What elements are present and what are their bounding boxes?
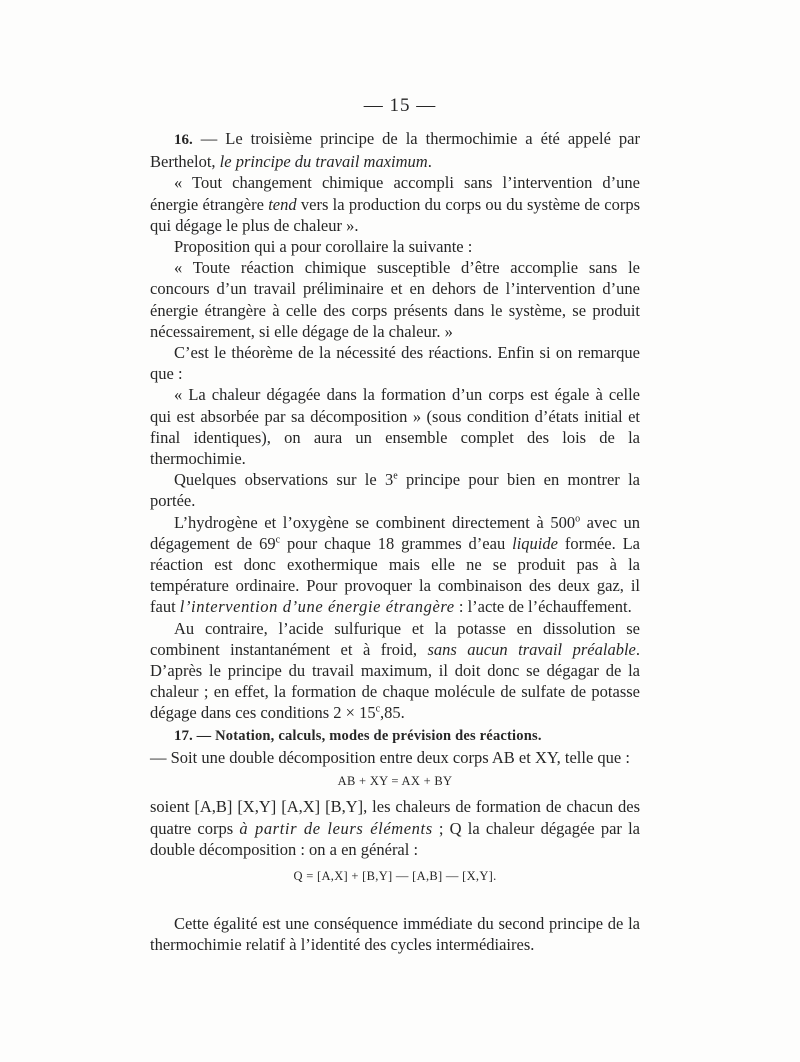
observations-text-b: principe pour bien en montrer la portée.	[150, 470, 640, 511]
section-number-17: 17.	[174, 727, 193, 744]
section-17-heading: — Notation, calculs, modes de prévision des réactions.	[192, 727, 542, 744]
sulfuric-text-c: . D’après le principe du travail maximum, il doit donc se dégagar de la chaleur ; en effet, la formation de chaque molécule de sulfate de potasse dégage dans ces conditions 2 × 15	[150, 639, 640, 723]
paragraph-sulfuric-acid	[150, 618, 640, 724]
formula-double-decomposition: AB + XY = AX + BY	[337, 774, 453, 789]
quote-principle-text-a: « Tout changement chimique accompli sans l’intervention d’une énergie étrangère	[150, 173, 640, 214]
section-16-emphasis: le principe du travail maximum	[219, 152, 428, 172]
formation-emphasis: à partir de leurs éléments	[239, 818, 433, 838]
formation-text-c: ; Q la chaleur dégagée par la double décomposition : on a en général :	[150, 818, 640, 859]
sulfuric-sup: c	[375, 703, 381, 715]
hydrogen-emphasis-intervention: l’intervention d’une énergie étrangère	[179, 597, 455, 617]
formation-text-a: soient [A,B] [X,Y] [A,X] [B,Y], les chaleurs de formation de chacun des quatre corps	[150, 797, 640, 838]
hydrogen-emphasis-liquide: liquide	[512, 533, 558, 553]
hydrogen-text-b: avec un dégagement de 69	[150, 512, 640, 553]
paragraph-conclusion: Cette égalité est une conséquence immédiate du second principe de la thermochimie relatif à l’identité des cycles intermédiaires.	[150, 914, 640, 955]
hydrogen-text-a: L’hydrogène et l’oxygène se combinent directement à 500	[174, 512, 576, 532]
hydrogen-sup-degree: o	[575, 513, 581, 525]
paragraph-heat-law: « La chaleur dégagée dans la formation d’un corps est égale à celle qui est absorbée par sa décomposition » (sous condition d’états initial et final identiques), on aura un ensemble complet des lois de la thermochimie.	[150, 385, 640, 469]
spacer	[150, 891, 640, 913]
hydrogen-text-g: : l’acte de l’échauffement.	[454, 597, 632, 617]
section-number-16: 16.	[174, 132, 193, 148]
paragraph-corollary-intro: Proposition qui a pour corollaire la suivante :	[174, 237, 473, 257]
paragraph-section-16	[150, 128, 640, 172]
paragraph-observations	[150, 469, 640, 511]
section-16-text: — Le troisième principe de la thermochimie a été appelé par Berthelot,	[150, 129, 640, 172]
hydrogen-sup-calorie: c	[275, 534, 281, 546]
observations-text-a: Quelques observations sur le 3	[174, 470, 394, 490]
sulfuric-text-d: ,85.	[380, 703, 405, 723]
hydrogen-text-e: formée. La réaction est donc exothermique mais elle ne se produit pas à la température ordinaire. Pour provoquer la combinaison des deux gaz, il faut	[150, 533, 641, 617]
sulfuric-emphasis: sans aucun travail préalable	[427, 639, 636, 659]
paragraph-section-17	[150, 724, 640, 747]
quote-principle-emphasis: tend	[268, 194, 297, 214]
section-16-end: .	[427, 152, 432, 172]
text-body	[150, 128, 640, 956]
observations-sup: e	[393, 470, 398, 482]
section-17-text: — Soit une double décomposition entre deux corps AB et XY, telle que :	[150, 747, 630, 767]
paragraph-formation-heats	[150, 796, 640, 860]
paragraph-hydrogen-oxygen	[150, 512, 640, 618]
quote-principle-text-c: vers la production du corps ou du système de corps qui dégage le plus de chaleur ».	[150, 194, 641, 235]
paragraph-section-17-body	[150, 747, 640, 768]
paragraph-quote-principle	[150, 172, 640, 236]
formula-heat-q: Q = [A,X] + [B,Y] — [A,B] — [X,Y].	[293, 868, 497, 883]
hydrogen-text-c: pour chaque 18 grammes d’eau	[280, 533, 513, 553]
page-number: — 15 —	[363, 95, 437, 116]
paragraph-theorem: C’est le théorème de la nécessité des réactions. Enfin si on remarque que :	[150, 343, 640, 384]
sulfuric-text-a: Au contraire, l’acide sulfurique et la potasse en dissolution se combinent instantanément et à froid,	[150, 618, 640, 659]
paragraph-corollary-quote: « Toute réaction chimique susceptible d’être accomplie sans le concours d’un travail préliminaire et en dehors de l’intervention d’une énergie étrangère à celle des corps présents dans le système, se produit nécessairement, si elle dégage de la chaleur. »	[150, 258, 640, 341]
